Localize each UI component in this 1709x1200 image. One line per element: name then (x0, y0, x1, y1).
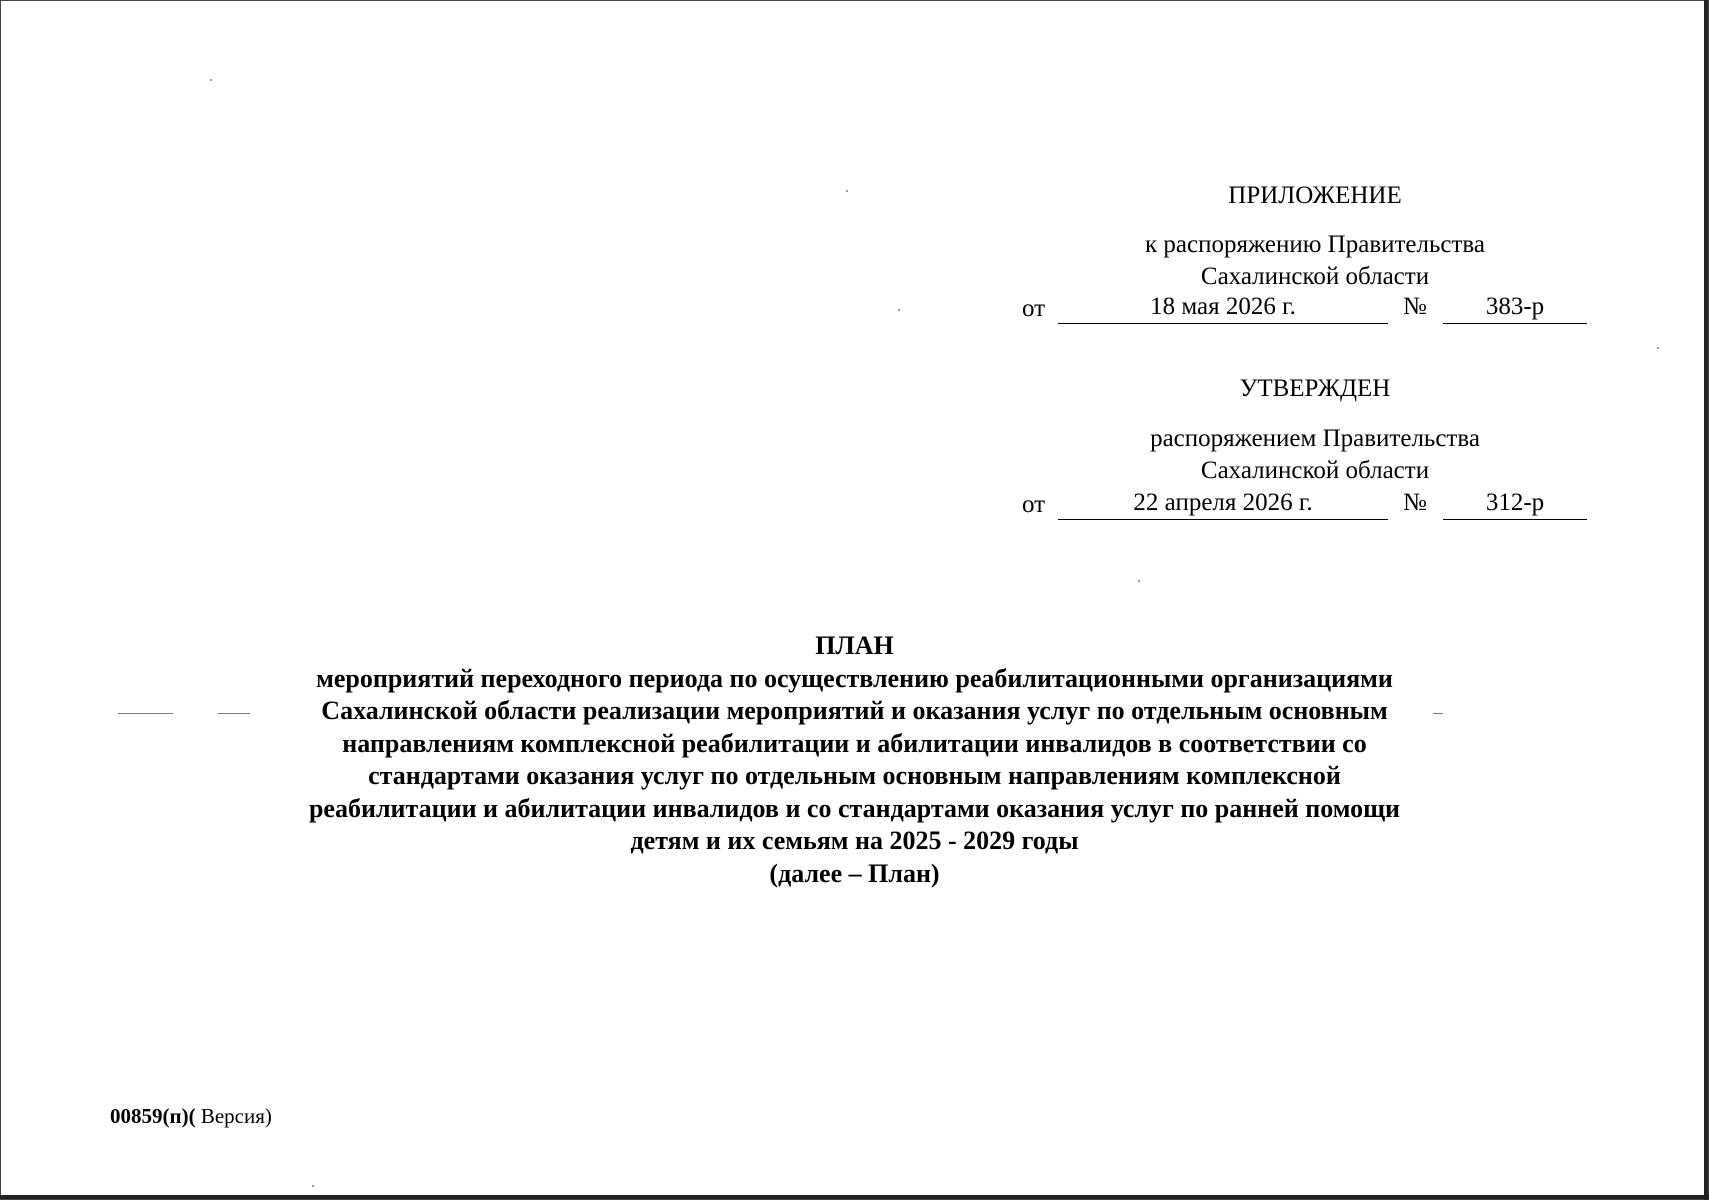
appendix-date: 18 мая 2026 г. (1058, 291, 1388, 324)
scan-artifact (846, 190, 848, 192)
plan-description-line: детям и их семьям на 2025 - 2029 годы (630, 826, 1079, 855)
scan-artifact (118, 713, 173, 714)
version-label: Версия) (195, 1104, 272, 1128)
approved-number-label: № (1403, 489, 1427, 516)
approved-line1: распоряжением Правительства (1150, 425, 1480, 452)
plan-description-line: мероприятий переходного периода по осуществлению реабилитационными организациями (316, 663, 1393, 693)
appendix-line1: к распоряжению Правительства (1144, 231, 1485, 258)
document-version (110, 1102, 272, 1130)
appendix-heading: ПРИЛОЖЕНИЕ (1228, 182, 1402, 209)
approved-date: 22 апреля 2026 г. (1058, 487, 1388, 520)
scan-edge-bottom (0, 1195, 1709, 1199)
approved-line2: Сахалинской области (1200, 457, 1430, 484)
scan-artifact (312, 1185, 314, 1187)
appendix-ot-label: от (1022, 295, 1046, 322)
approved-number: 312-р (1443, 487, 1587, 520)
scan-artifact (898, 309, 900, 311)
scan-artifact (210, 79, 212, 81)
appendix-number-label: № (1403, 293, 1427, 320)
plan-description-line: реабилитации и абилитации инвалидов и со стандартами оказания услуг по ранней помощи (308, 793, 1401, 823)
document-code: 00859(п)( (110, 1104, 196, 1128)
plan-title: ПЛАН (815, 631, 894, 660)
scan-edge-right (1704, 0, 1708, 1200)
scan-artifact (1657, 347, 1659, 349)
plan-description-line: стандартами оказания услуг по отдельным основным направлениям комплексной (368, 761, 1341, 790)
appendix-number: 383-р (1443, 291, 1587, 324)
plan-description-line: направлениям комплексной реабилитации и абилитации инвалидов в соответствии со (342, 728, 1367, 758)
plan-title-block (234, 630, 1475, 890)
plan-description-line: Сахалинской области реализации мероприятий и оказания услуг по отдельным основным (321, 696, 1388, 725)
plan-description-line: (далее – План) (769, 858, 940, 888)
scan-artifact (1138, 580, 1140, 582)
approved-heading: УТВЕРЖДЕН (1239, 375, 1391, 402)
appendix-line2: Сахалинской области (1200, 263, 1430, 290)
approved-ot-label: от (1022, 491, 1046, 518)
